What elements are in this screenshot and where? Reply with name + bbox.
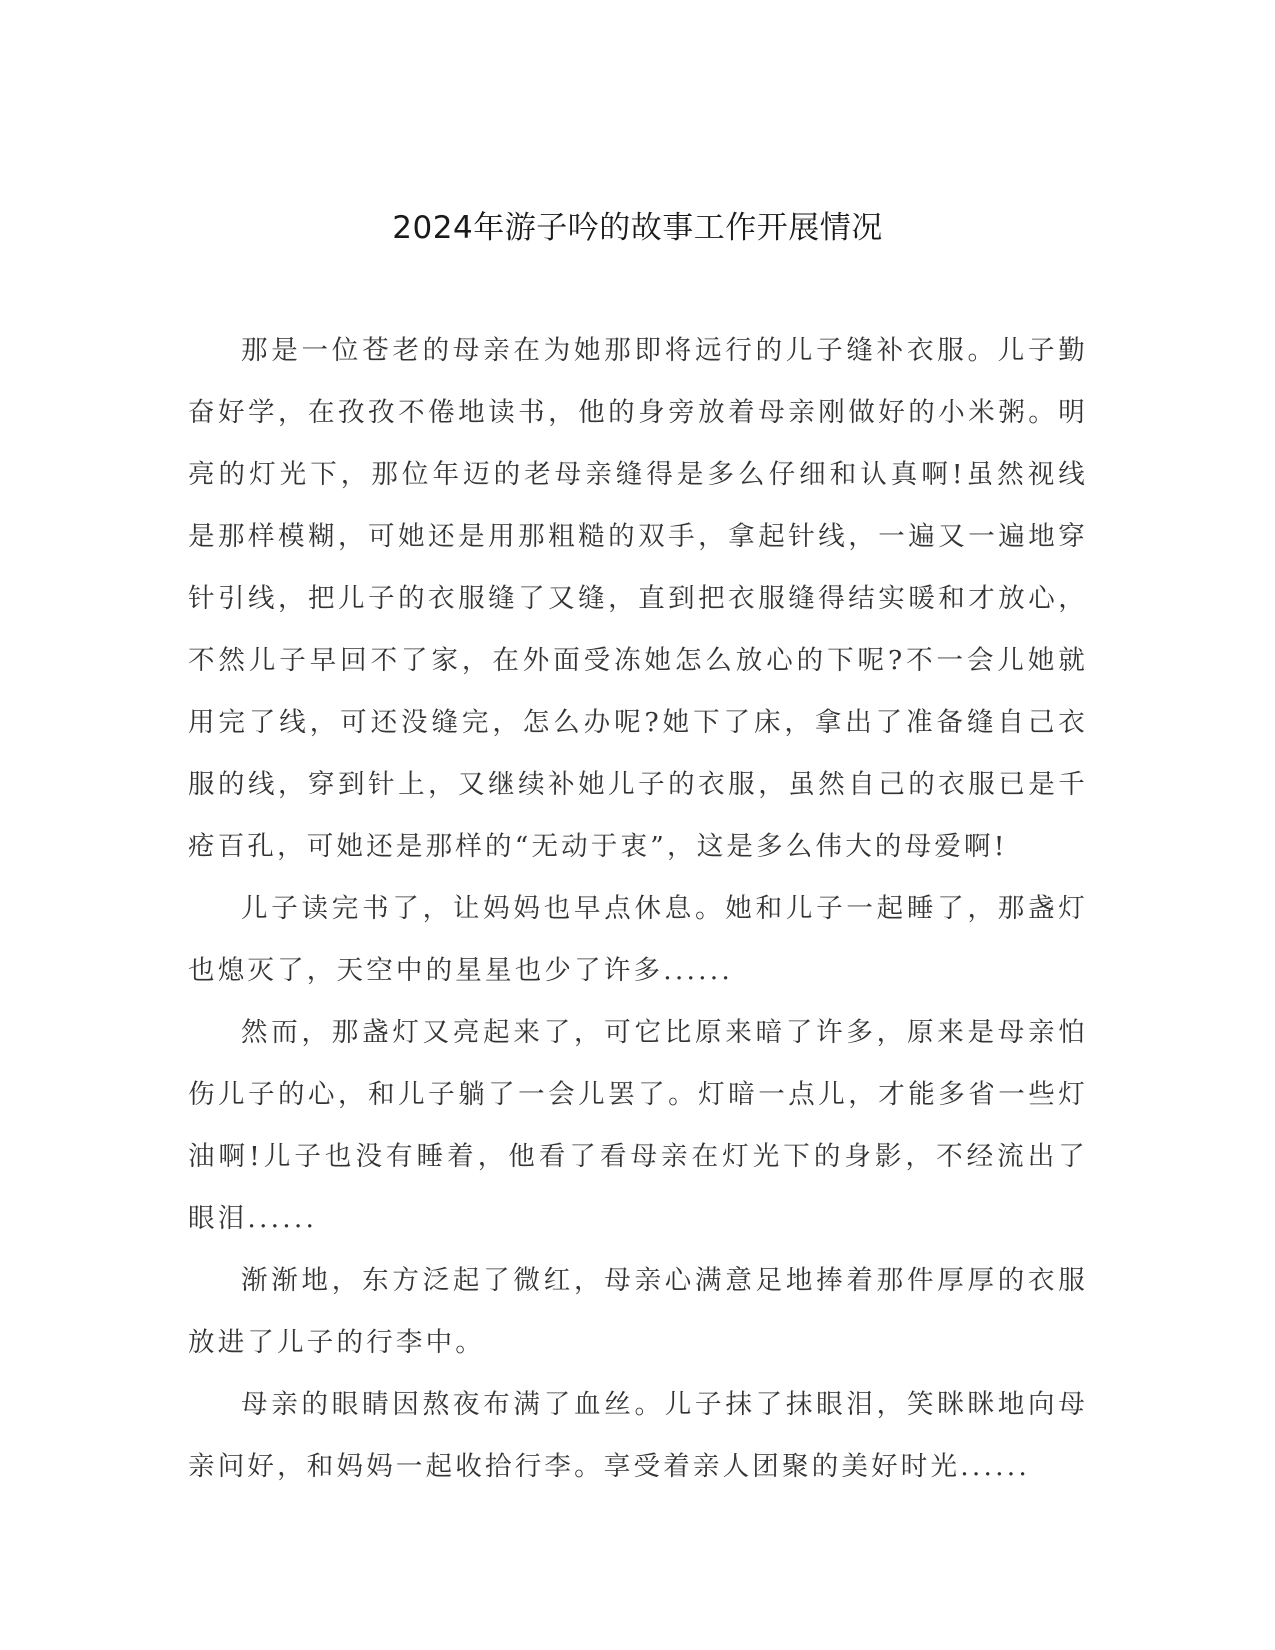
paragraph: 渐渐地，东方泛起了微红，母亲心满意足地捧着那件厚厚的衣服放进了儿子的行李中。 bbox=[188, 1265, 1088, 1358]
document-body bbox=[188, 320, 1088, 1498]
document-title: 2024年游子吟的故事工作开展情况 bbox=[392, 210, 883, 246]
paragraph: 那是一位苍老的母亲在为她那即将远行的儿子缝补衣服。儿子勤奋好学，在孜孜不倦地读书，他的身旁放着母亲刚做好的小米粥。明亮的灯光下，那位年迈的老母亲缝得是多么仔细和认真啊!虽然视线是那样模糊，可她还是用那粗糙的双手，拿起针线，一遍又一遍地穿针引线，把儿子的衣服缝了又缝，直到把衣服缝得结实暖和才放心，不然儿子早回不了家，在外面受冻她怎么放心的下呢?不一会儿她就用完了线，可还没缝完，怎么办呢?她下了床，拿出了准备缝自己衣服的线，穿到针上，又继续补她儿子的衣服，虽然自己的衣服已是千疮百孔，可她还是那样的“无动于衷”，这是多么伟大的母爱啊! bbox=[188, 335, 1088, 862]
paragraph: 儿子读完书了，让妈妈也早点休息。她和儿子一起睡了，那盏灯也熄灭了，天空中的星星也少了许多...... bbox=[188, 893, 1088, 986]
paragraph: 然而，那盏灯又亮起来了，可它比原来暗了许多，原来是母亲怕伤儿子的心，和儿子躺了一会儿罢了。灯暗一点儿，才能多省一些灯油啊!儿子也没有睡着，他看了看母亲在灯光下的身影，不经流出了眼泪...... bbox=[188, 1017, 1088, 1234]
paragraph: 母亲的眼睛因熬夜布满了血丝。儿子抹了抹眼泪，笑眯眯地向母亲问好，和妈妈一起收拾行李。享受着亲人团聚的美好时光...... bbox=[188, 1389, 1088, 1482]
